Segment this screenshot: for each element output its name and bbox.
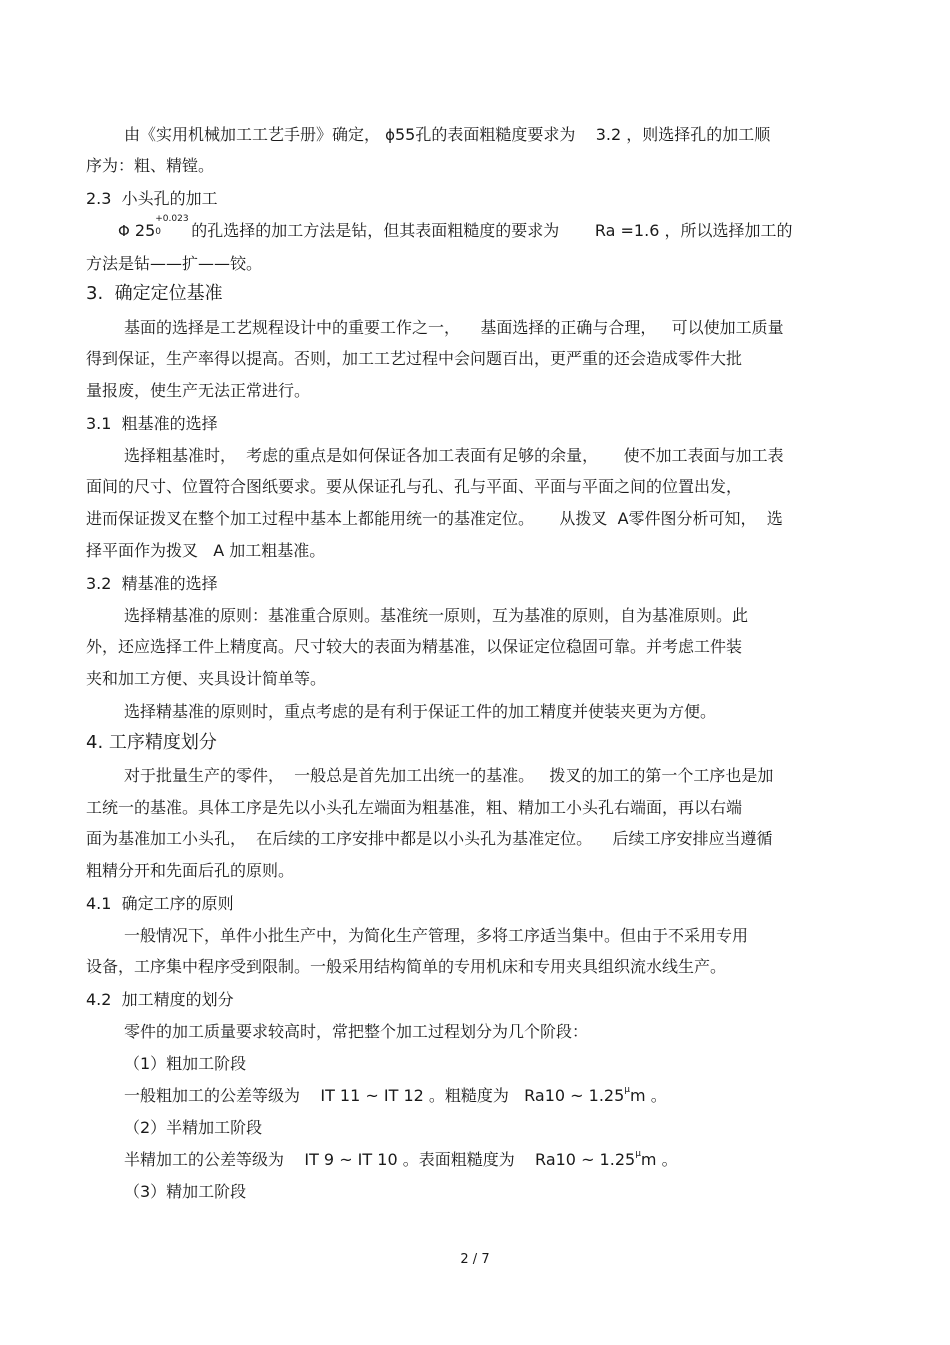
paragraph-line: 量报废，使生产无法正常进行。 <box>86 381 311 400</box>
section-heading-4: 4. 工序精度划分 <box>86 732 217 753</box>
paragraph-line: 设备，工序集中程序受到限制。一般采用结构简单的专用机床和专用夹具组织流水线生产。 <box>86 957 727 976</box>
paragraph-line: 面间的尺寸、位置符合图纸要求。要从保证孔与孔、孔与平面、平面与平面之间的位置出发， <box>86 477 743 496</box>
text-segment: m 。 <box>630 1086 667 1105</box>
text-segment: 由《实用机械加工工艺手册》确定， <box>124 125 386 144</box>
paragraph-line: 对于批量生产的零件， 一般总是首先加工出统一的基准。 拨叉的加工的第一个工序也是加 <box>124 766 774 785</box>
paragraph-line: 面为基准加工小头孔， 在后续的工序安排中都是以小头孔为基准定位。 后续工序安排应当遵循 <box>86 829 773 848</box>
text-segment: 一般粗加工的公差等级为 IT 11 ~ IT 12 。粗糙度为 Ra10 ~ 1.25 <box>124 1086 625 1105</box>
stage-heading: （3）精加工阶段 <box>124 1182 247 1201</box>
section-heading-3-1: 3.1 粗基准的选择 <box>86 414 218 433</box>
paragraph-line: 得到保证，生产率得以提高。否则，加工工艺过程中会问题百出，更严重的还会造成零件大批 <box>86 349 743 368</box>
paragraph-line: 夹和加工方便、夹具设计简单等。 <box>86 669 327 688</box>
text-segment: 的孔选择的加工方法是钻，但其表面粗糙度的要求为 Ra =1.6 ，所以选择加工的 <box>191 221 793 240</box>
text-segment: 半精加工的公差等级为 IT 9 ~ IT 10 。表面粗糙度为 Ra10 ~ 1.25 <box>124 1150 636 1169</box>
micro-symbol: μ <box>624 1085 631 1095</box>
paragraph-line: 选择精基准的原则时，重点考虑的是有利于保证工件的加工精度并使装夹更为方便。 <box>124 702 717 721</box>
paragraph-line: 选择粗基准时， 考虑的重点是如何保证各加工表面有足够的余量， 使不加工表面与加工表 <box>124 446 784 465</box>
paragraph-line: 方法是钻——扩——铰。 <box>86 254 263 273</box>
text-segment: 孔的表面粗糙度要求为 3.2 ，则选择孔的加工顺 <box>415 125 771 144</box>
paragraph-line: 进而保证拨叉在整个加工过程中基本上都能用统一的基准定位。 从拨叉 A零件图分析可知， 选 <box>86 509 783 528</box>
stage-heading: （2）半精加工阶段 <box>124 1118 263 1137</box>
paragraph-line: 零件的加工质量要求较高时，常把整个加工过程划分为几个阶段： <box>124 1022 589 1041</box>
micro-symbol: μ <box>635 1149 641 1159</box>
paragraph-line: 择平面作为拨叉 A 加工粗基准。 <box>86 541 326 560</box>
paragraph-line: 一般情况下，单件小批生产中，为简化生产管理，多将工序适当集中。但由于不采用专用 <box>124 926 749 945</box>
section-heading-2-3: 2.3 小头孔的加工 <box>86 189 218 208</box>
paragraph-line: 外，还应选择工件上精度高。尺寸较大的表面为精基准，以保证定位稳固可靠。并考虑工件装 <box>86 637 743 656</box>
section-heading-3-2: 3.2 精基准的选择 <box>86 574 218 593</box>
paragraph-line: 工统一的基准。具体工序是先以小头孔左端面为粗基准，粗、精加工小头孔右端面，再以右端 <box>86 798 743 817</box>
paragraph-line <box>124 125 770 145</box>
phi-symbol: Φ <box>118 222 130 240</box>
hole-diameter: 25 <box>134 221 156 240</box>
paragraph-line: 粗精分开和先面后孔的原则。 <box>86 861 295 880</box>
page-number: 2 / 7 <box>460 1252 490 1267</box>
tolerance-upper: +0.023 <box>155 214 189 224</box>
paragraph-line <box>124 1150 678 1170</box>
text-segment: m 。 <box>640 1150 678 1169</box>
paragraph-line <box>124 1086 667 1106</box>
stage-heading: （1）粗加工阶段 <box>124 1054 247 1073</box>
section-heading-3: 3. 确定定位基准 <box>86 283 223 304</box>
paragraph-line: 序为：粗、精镗。 <box>86 156 215 175</box>
paragraph-line: 选择精基准的原则：基准重合原则。基准统一原则，互为基准的原则，自为基准原则。此 <box>124 606 749 625</box>
phi-symbol: ϕ <box>385 126 395 144</box>
hole-diameter: 55 <box>395 125 416 144</box>
paragraph-line: 基面的选择是工艺规程设计中的重要工作之一， 基面选择的正确与合理， 可以使加工质量 <box>124 318 784 337</box>
paragraph-line <box>118 214 793 241</box>
section-heading-4-1: 4.1 确定工序的原则 <box>86 894 234 913</box>
tolerance <box>155 214 191 241</box>
section-heading-4-2: 4.2 加工精度的划分 <box>86 990 234 1009</box>
tolerance-lower: 0 <box>155 227 161 237</box>
